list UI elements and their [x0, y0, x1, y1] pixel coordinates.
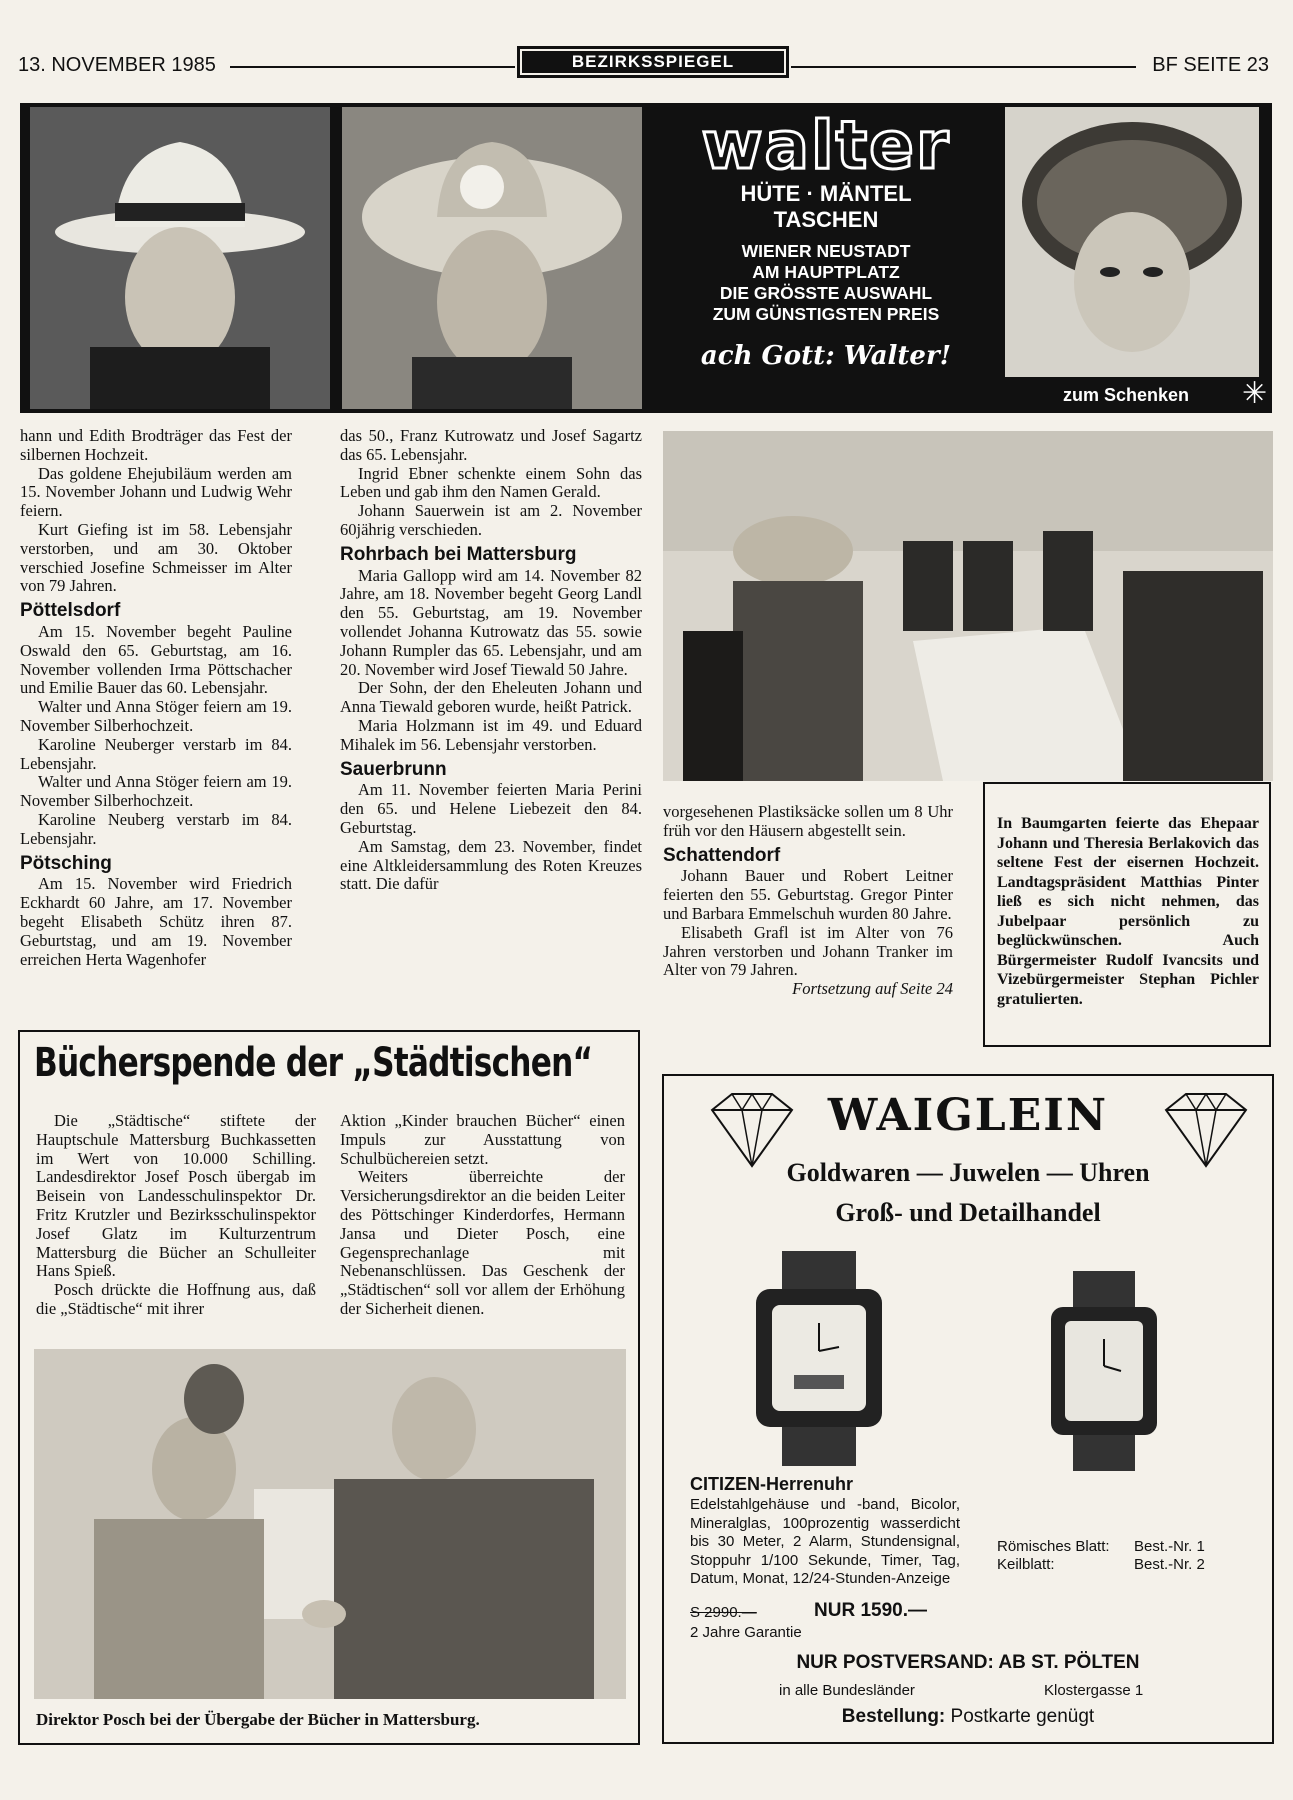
walter-products-2: TASCHEN: [773, 207, 879, 232]
waiglein-shipping: NUR POSTVERSAND: AB ST. PÖLTEN: [796, 1652, 1140, 1673]
col2-text: Ingrid Ebner schenkte einem Sohn das Leben und gab ihm den Namen Gerald.: [340, 463, 642, 502]
book-donation-article: [18, 1030, 640, 1745]
continued-note: Fortsetzung auf Seite 24: [792, 979, 953, 999]
article-text: Aktion „Kinder brauchen Bücher“ einen Impuls zur Ausstattung von Schulbüchereien setzt.: [340, 1111, 625, 1168]
walter-logo: walter: [701, 107, 951, 184]
waiglein-region: in alle Bundesländer: [779, 1682, 915, 1699]
walter-gift: zum Schenken: [1063, 385, 1190, 405]
col3-text: Johann Bauer und Robert Leitner feierten den 55. Geburtstag. Gregor Pinter und Barbara Emmelschuh wurden 80 Jahre.: [663, 866, 953, 923]
waiglein-description: Edelstahlgehäuse und -band, Bicolor, Mineralglas, 100prozentig wasserdicht bis 30 Meter, 2 Alarm, Stundensignal, Stoppuhr 1/100 Sekunde, Timer, Tag, Datum, Monat, 12/24-Stunden-Anzeige: [690, 1496, 960, 1587]
news-column-1: [20, 427, 292, 969]
walter-products-1: HÜTE · MÄNTEL: [740, 181, 912, 206]
section-title: BEZIRKSSPIEGEL: [522, 51, 784, 73]
col1-text: Kurt Giefing ist im 58. Lebensjahr verstorben, und am 30. Oktober verschied Josefine Schmeisser im Alter von 79 Jahren.: [20, 519, 292, 596]
col1-heading-poettelsdorf: Pöttelsdorf: [20, 600, 121, 622]
waiglein-price: NUR 1590.—: [814, 1600, 927, 1621]
col2-text: Der Sohn, der den Eheleuten Johann und Anna Tiewald geboren wurde, heißt Patrick.: [340, 678, 642, 717]
article-column-left: [36, 1112, 316, 1319]
walter-signature: ach Gott: Walter!: [700, 341, 952, 371]
waiglein-guarantee: 2 Jahre Garantie: [690, 1624, 802, 1641]
section-title-box: [517, 46, 789, 78]
photo-fur-hat: [1005, 107, 1259, 377]
waiglein-street: Klostergasse 1: [1044, 1682, 1144, 1699]
col1-text: Karoline Neuberger verstarb im 84. Lebensjahr.: [20, 734, 292, 773]
page-number: BF SEITE 23: [1152, 54, 1269, 76]
col1-text: Am 15. November wird Friedrich Eckhardt 60 Jahre, am 17. November begeht Elisabeth Schütz ihren 87. Geburtstag, und am 19. November erreichen Herta Wagenhofer: [20, 874, 292, 969]
col3-text: Elisabeth Grafl ist im Alter von 76 Jahren verstorben und Johann Tranker im Alter von 79 Jahren.: [663, 922, 953, 980]
walter-ad-banner: [20, 103, 1272, 413]
article-headline: Bücherspende der „Städtischen“: [34, 1040, 593, 1086]
photo-handover: [34, 1349, 626, 1699]
article-text: Weiters überreichte der Versicherungsdirektor an die beiden Leiter des Pöttschinger Kinderdorfes, Hermann Jansa und Dieter Posch, eine Gegensprechanlage mit Nebenanschlüssen. Das Geschenk der „Städtischen“ soll vor allem der Erhöhung der Sicherheit dienen.: [340, 1167, 625, 1318]
col1-text: hann und Edith Brodträger das Fest der silbernen Hochzeit.: [20, 426, 292, 464]
waiglein-option-label: Römisches Blatt:: [997, 1538, 1110, 1555]
col1-text: Das goldene Ehejubiläum werden am 15. November Johann und Ludwig Wehr feiern.: [20, 463, 292, 521]
photo-celebration: [663, 431, 1273, 781]
col1-heading-poetsching: Pötsching: [20, 852, 112, 874]
col3-heading-schattendorf: Schattendorf: [663, 844, 781, 866]
celebration-caption: In Baumgarten feierte das Ehepaar Johann und Theresia Berlakovich das seltene Fest der eisernen Hochzeit. Landtagspräsident Matthias Pinter ließ es sich nicht nehmen, das Jubelpaar persönlich zu beglückwünschen. Auch Bürgermeister Rudolf Ivancsits und Vizebürgermeister Stephan Pichler gratulierten.: [997, 815, 1259, 1008]
waiglein-order-text: Postkarte genügt: [950, 1706, 1095, 1727]
watch-roman-dial-icon: [754, 1251, 884, 1466]
issue-date: 13. NOVEMBER 1985: [18, 54, 216, 76]
waiglein-product: CITIZEN-Herrenuhr: [690, 1474, 854, 1494]
col2-heading-sauerbrunn: Sauerbrunn: [340, 758, 447, 780]
article-photo-caption: Direktor Posch bei der Übergabe der Bücher in Mattersburg.: [36, 1710, 480, 1729]
col2-text: Maria Holzmann ist im 49. und Eduard Mihalek im 56. Lebensjahr verstorben.: [340, 715, 642, 754]
photo-man-hat: [30, 107, 330, 409]
header-rule-right: [791, 66, 1136, 68]
waiglein-ad: [662, 1074, 1274, 1744]
col2-text: Am Samstag, dem 23. November, findet eine Altkleidersammlung des Roten Kreuzes statt. Die dafür: [340, 836, 642, 894]
col2-text: Maria Gallopp wird am 14. November 82 Jahre, am 18. November begeht Georg Landl den 55. Geburtstag, am 19. November vollendet Johanna Kutrowatz das 55. sowie Johann Rumpler das 65. Lebensjahr, und am 20. November wird Josef Tiewald 50 Jahre.: [340, 565, 642, 679]
news-column-3: [663, 803, 953, 999]
waiglein-option-label: Keilblatt:: [997, 1556, 1055, 1573]
sparkle-icon: ✳: [1242, 377, 1268, 410]
col3-text: vorgesehenen Plastiksäcke sollen um 8 Uhr früh vor den Häusern abgestellt sein.: [663, 802, 953, 840]
col2-text: Am 11. November feierten Maria Perini den 65. und Helene Liebezeit den 84. Geburtstag.: [340, 780, 642, 837]
waiglein-old-price: S 2990.—: [690, 1604, 757, 1621]
col1-text: Am 15. November begeht Pauline Oswald den 65. Geburtstag, am 16. November vollenden Irma Pöttschacher und Emilie Bauer das 60. Lebensjahr.: [20, 621, 292, 698]
header-rule-left: [230, 66, 515, 68]
celebration-caption-box: [983, 782, 1271, 1047]
col1-text: Karoline Neuberg verstarb im 84. Lebensjahr.: [20, 809, 292, 848]
photo-woman-hat: [342, 107, 642, 409]
walter-address-1: WIENER NEUSTADT: [741, 241, 911, 261]
waiglein-option-number: Best.-Nr. 2: [1134, 1556, 1205, 1573]
waiglein-slogan-2: Groß- und Detailhandel: [835, 1198, 1101, 1227]
waiglein-order: [664, 1706, 1272, 1728]
col2-heading-rohrbach: Rohrbach bei Mattersburg: [340, 543, 577, 565]
article-text: Posch drückte die Hoffnung aus, daß die „Städtische“ mit ihrer: [36, 1280, 316, 1318]
waiglein-slogan-1: Goldwaren — Juwelen — Uhren: [786, 1158, 1150, 1187]
walter-claim-1: DIE GRÖSSTE AUSWAHL: [719, 283, 933, 303]
waiglein-order-label: Bestellung:: [841, 1706, 946, 1727]
walter-address-2: AM HAUPTPLATZ: [752, 262, 900, 282]
col2-text: Johann Sauerwein ist am 2. November 60jährig verschieden.: [340, 501, 642, 539]
news-column-2: [340, 427, 642, 894]
col2-text: das 50., Franz Kutrowatz und Josef Sagartz das 65. Lebensjahr.: [340, 426, 642, 464]
walter-claim-2: ZUM GÜNSTIGSTEN PREIS: [712, 304, 940, 324]
watch-wedge-dial-icon: [1049, 1271, 1159, 1471]
waiglein-brand: WAIGLEIN: [827, 1090, 1109, 1141]
article-text: Die „Städtische“ stiftete der Hauptschule Mattersburg Buchkassetten im Wert von 10.000 Schilling. Landesdirektor Josef Posch übergab im Beisein von Landesschulinspektor Dr. Fritz Krutzler und Bezirksschulinspektor Josef Glatz im Kulturzentrum Mattersburg die Bücher an Schulleiter Hans Spieß.: [36, 1111, 316, 1281]
article-column-right: [340, 1112, 625, 1319]
col1-text: Walter und Anna Stöger feiern am 19. November Silberhochzeit.: [20, 697, 292, 735]
col1-text: Walter und Anna Stöger feiern am 19. November Silberhochzeit.: [20, 772, 292, 811]
waiglein-option-number: Best.-Nr. 1: [1134, 1538, 1205, 1555]
walter-ad-text: [656, 107, 996, 409]
